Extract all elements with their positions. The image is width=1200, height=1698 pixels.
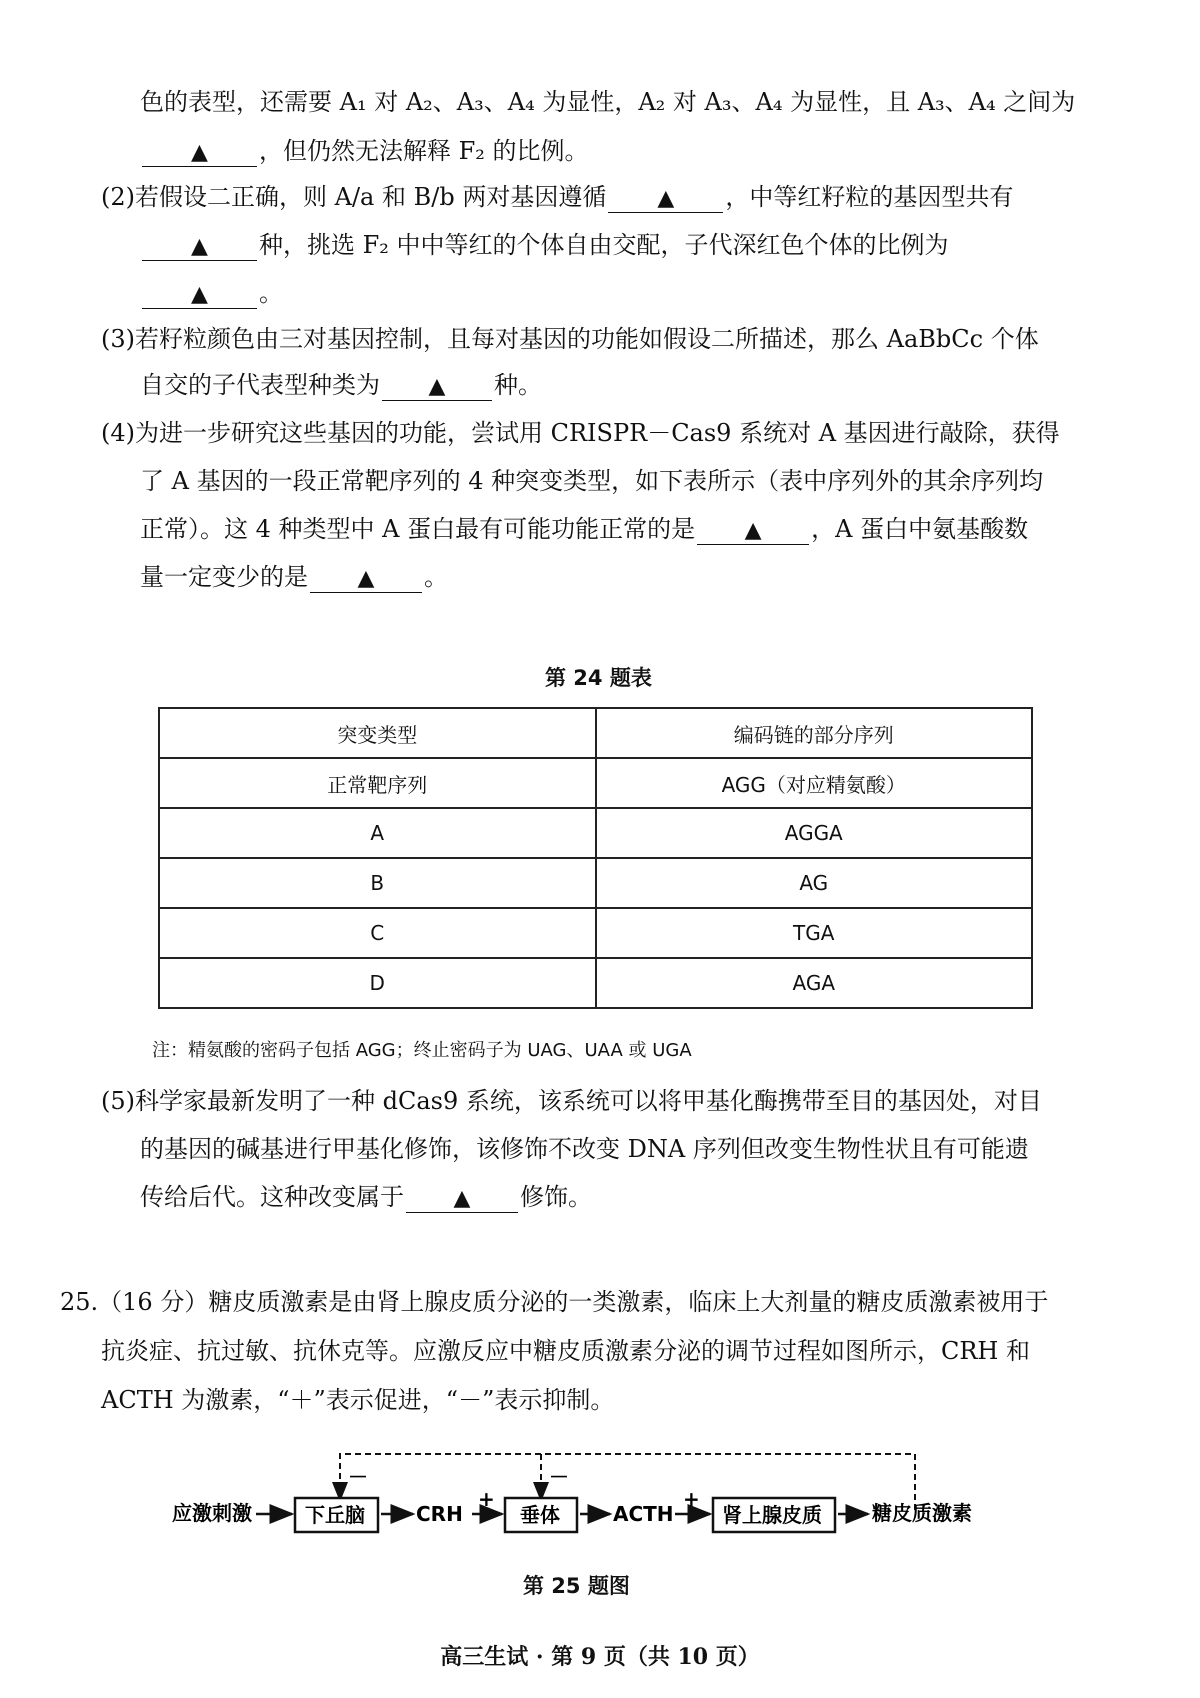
q24-p2-line2 xyxy=(140,228,949,262)
q24-p2-line3-text: 。 xyxy=(259,279,283,307)
q24-p4-line3-before: 正常）。这 4 种类型中 A 蛋白最有可能功能正常的是 xyxy=(140,515,696,543)
q25-line1: 25.（16 分）糖皮质激素是由肾上腺皮质分泌的一类激素，临床上大剂量的糖皮质激素被用于 xyxy=(60,1288,1049,1316)
table-note: 注：精氨酸的密码子包括 AGG；终止密码子为 UAG、UAA 或 UGA xyxy=(152,1040,692,1061)
crh-label: CRH xyxy=(416,1502,463,1526)
q24-p5-line3-after: 修饰。 xyxy=(520,1183,592,1211)
answer-blank[interactable] xyxy=(142,230,257,261)
table-row xyxy=(159,758,1032,808)
q24-p2-line2-text: 种，挑选 F₂ 中中等红的个体自由交配，子代深红色个体的比例为 xyxy=(259,231,949,259)
q24-p1-line2 xyxy=(140,134,589,168)
blank-mark: ▲ xyxy=(191,234,208,259)
blank-mark: ▲ xyxy=(428,374,446,399)
answer-blank[interactable] xyxy=(310,562,422,593)
q24-p3-line1: (3)若籽粒颜色由三对基因控制，且每对基因的功能如假设二所描述，那么 AaBbCc 个体 xyxy=(101,325,1039,353)
blank-mark: ▲ xyxy=(744,518,762,543)
table-header-row xyxy=(159,708,1032,758)
table-cell: AGGA xyxy=(596,808,1033,858)
q25-line3: ACTH 为激素，“＋”表示促进，“－”表示抑制。 xyxy=(101,1386,615,1414)
plus-sign-crh: + xyxy=(478,1487,495,1511)
answer-blank[interactable] xyxy=(608,182,723,213)
minus-sign-hypothalamus: － xyxy=(348,1465,368,1489)
hypothalamus-label: 下丘脑 xyxy=(305,1503,365,1527)
q24-p5-line1: (5)科学家最新发明了一种 dCas9 系统，该系统可以将甲基化酶携带至目的基因处，对目 xyxy=(101,1087,1042,1115)
answer-blank[interactable] xyxy=(142,278,257,309)
q24-p4-line3 xyxy=(140,512,1028,546)
minus-sign-pituitary: － xyxy=(549,1465,569,1489)
q24-p5-line2: 的基因的碱基进行甲基化修饰，该修饰不改变 DNA 序列但改变生物性状且有可能遗 xyxy=(140,1135,1029,1163)
answer-blank[interactable] xyxy=(382,370,492,401)
table-cell: C xyxy=(159,908,596,958)
blank-mark: ▲ xyxy=(357,566,375,591)
blank-mark: ▲ xyxy=(657,186,675,211)
q24-p4-line2: 了 A 基因的一段正常靶序列的 4 种突变类型，如下表所示（表中序列外的其余序列均 xyxy=(140,467,1044,495)
answer-blank[interactable] xyxy=(406,1182,518,1213)
q24-p4-line3-after: ，A 蛋白中氨基酸数 xyxy=(811,515,1029,543)
table-cell: AGA xyxy=(596,958,1033,1008)
pituitary-label: 垂体 xyxy=(520,1503,560,1527)
adrenal-cortex-label: 肾上腺皮质 xyxy=(722,1503,822,1527)
page-footer: 高三生试 · 第 9 页（共 10 页） xyxy=(440,1644,760,1670)
answer-blank[interactable] xyxy=(697,514,809,545)
q24-p4-line4 xyxy=(140,560,448,594)
q24-p3-line2-before: 自交的子代表型种类为 xyxy=(140,371,380,399)
blank-mark: ▲ xyxy=(191,140,208,165)
table-row xyxy=(159,808,1032,858)
q24-p4-line4-before: 量一定变少的是 xyxy=(140,563,308,591)
q24-p3-line2-after: 种。 xyxy=(494,371,542,399)
q24-p2-line1 xyxy=(101,180,1013,214)
table-cell: D xyxy=(159,958,596,1008)
q24-p5-line3-before: 传给后代。这种改变属于 xyxy=(140,1183,404,1211)
answer-blank[interactable] xyxy=(142,136,257,167)
q24-p1-line2-text: ，但仍然无法解释 F₂ 的比例。 xyxy=(259,137,589,165)
q24-p1-line1: 色的表型，还需要 A₁ 对 A₂、A₃、A₄ 为显性，A₂ 对 A₃、A₄ 为显性，且 A₃、A₄ 之间为 xyxy=(140,88,1076,116)
table-header-cell: 突变类型 xyxy=(159,708,596,758)
q25-line2: 抗炎症、抗过敏、抗休克等。应激反应中糖皮质激素分泌的调节过程如图所示，CRH 和 xyxy=(101,1337,1030,1365)
q24-p3-line2 xyxy=(140,368,542,402)
stimulus-label: 应激刺激 xyxy=(172,1501,252,1525)
blank-mark: ▲ xyxy=(191,282,208,307)
q24-p2-line1-before: (2)若假设二正确，则 A/a 和 B/b 两对基因遵循 xyxy=(101,183,607,211)
table-row xyxy=(159,858,1032,908)
table-caption: 第 24 题表 xyxy=(545,666,652,690)
table-cell: AGG（对应精氨酸） xyxy=(596,758,1033,808)
table-cell: TGA xyxy=(596,908,1033,958)
table-cell: AG xyxy=(596,858,1033,908)
q24-p2-line1-after: ，中等红籽粒的基因型共有 xyxy=(725,183,1014,211)
glucocorticoid-label: 糖皮质激素 xyxy=(872,1501,972,1525)
table-row xyxy=(159,958,1032,1008)
table-cell: 正常靶序列 xyxy=(159,758,596,808)
table-cell: A xyxy=(159,808,596,858)
q24-p5-line3 xyxy=(140,1180,592,1214)
q24-p4-line1: (4)为进一步研究这些基因的功能，尝试用 CRISPR－Cas9 系统对 A 基因进行敲除，获得 xyxy=(101,419,1060,447)
acth-label: ACTH xyxy=(613,1502,674,1526)
figure-caption: 第 25 题图 xyxy=(523,1574,630,1598)
table-cell: B xyxy=(159,858,596,908)
q24-p4-line4-after: 。 xyxy=(424,563,448,591)
q24-p2-line3 xyxy=(140,276,283,310)
regulation-diagram xyxy=(0,1440,1200,1580)
table-header-cell: 编码链的部分序列 xyxy=(596,708,1033,758)
mutation-table xyxy=(158,707,1033,1009)
table-row xyxy=(159,908,1032,958)
blank-mark: ▲ xyxy=(453,1186,471,1211)
plus-sign-acth: + xyxy=(683,1487,700,1511)
